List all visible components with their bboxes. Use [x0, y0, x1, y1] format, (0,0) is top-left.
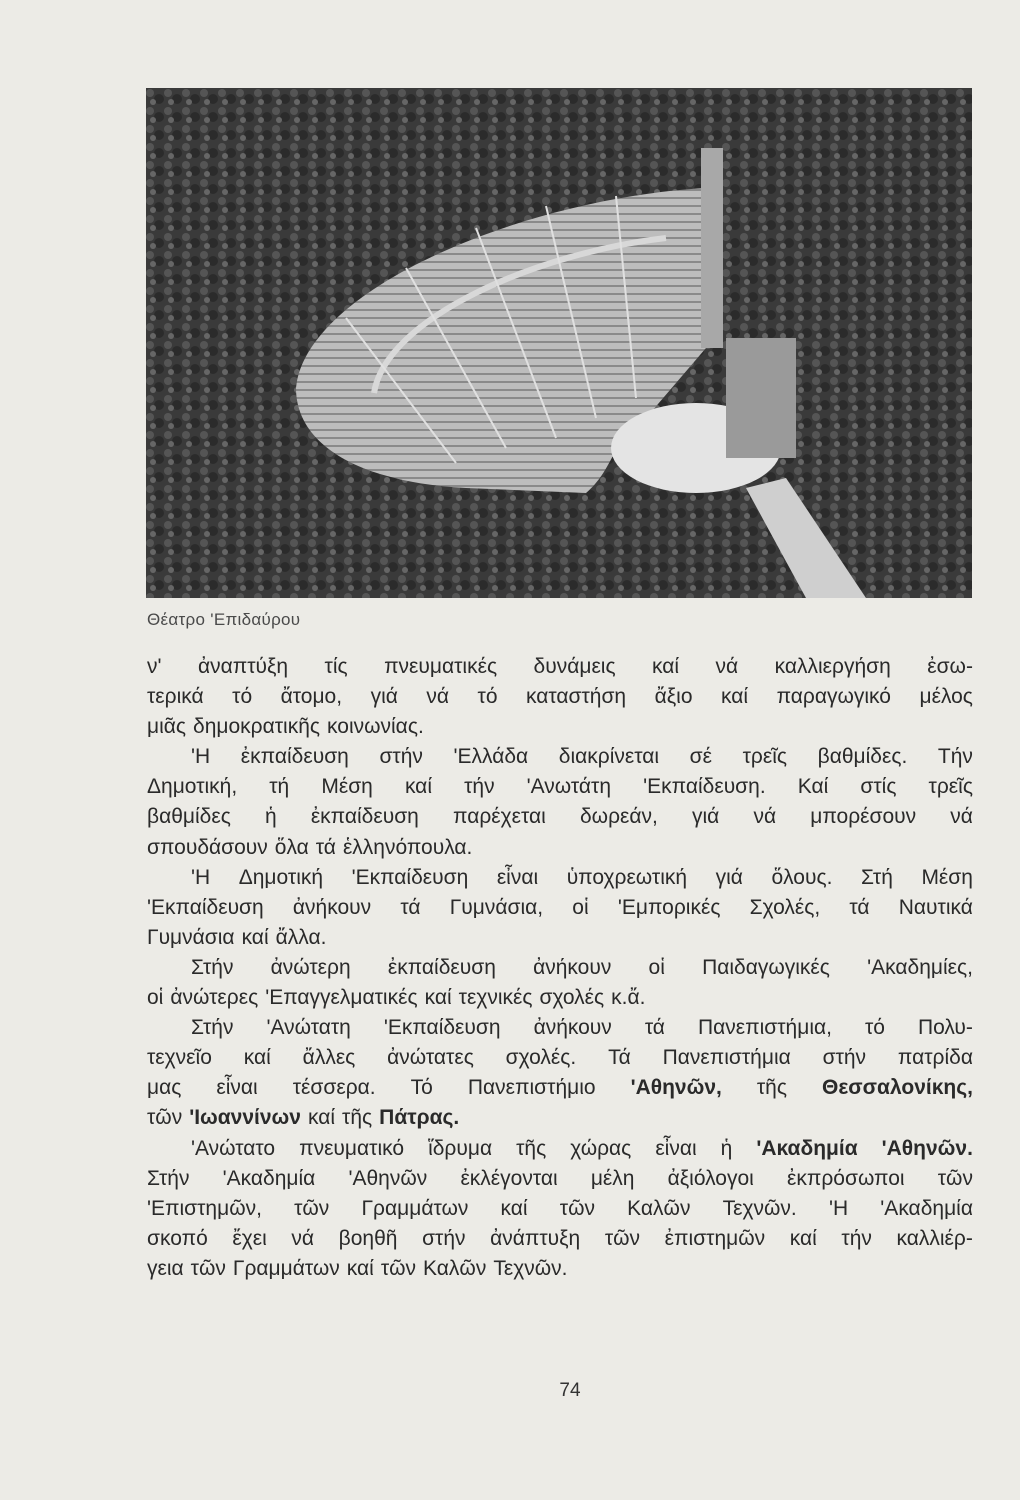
text-line	[147, 802, 973, 832]
word: Πολυ-	[917, 1016, 973, 1040]
word: ἀνήκουν	[292, 895, 372, 919]
word: τῶν	[559, 1196, 595, 1220]
body-text	[147, 652, 973, 1284]
word: διακρίνεται	[558, 745, 660, 769]
word: Πανεπιστήμια	[662, 1046, 791, 1070]
word: 'Ανώτατο	[191, 1136, 276, 1160]
word: τῆς	[342, 1106, 373, 1130]
word: 'Εκπαίδευση.	[643, 775, 766, 799]
word: 'Ακαδημία	[880, 1196, 973, 1220]
word: Σχολές,	[749, 895, 821, 919]
word: Θεσσαλονίκης,	[822, 1076, 973, 1100]
word: Στή	[860, 865, 893, 889]
word: Στήν	[191, 1016, 234, 1040]
text-line	[147, 1254, 973, 1284]
word: ἄλλα.	[275, 925, 327, 949]
word: καί	[424, 986, 452, 1010]
word: ἐκπαίδευση	[240, 745, 349, 769]
word: ἀνήκουν	[533, 955, 612, 979]
word: ὅλα	[274, 835, 309, 859]
word: ἐκπαίδευση	[387, 955, 496, 979]
word: Δημοτική,	[147, 775, 238, 799]
word: τῶν	[294, 1196, 330, 1220]
word: σπουδάσουν	[147, 835, 268, 859]
photo-caption: Θέατρο 'Επιδαύρου	[147, 610, 301, 629]
word: ἀνώτερη	[270, 955, 351, 979]
word: τερικά	[147, 685, 204, 709]
word: 'Εμπορικές	[617, 895, 721, 919]
word: τά	[644, 1016, 665, 1040]
word: ἡ	[720, 1136, 733, 1160]
text-line	[147, 682, 973, 712]
word: καί	[307, 1106, 336, 1130]
word: στήν	[822, 1046, 867, 1070]
word: χώρας	[570, 1136, 632, 1160]
word: δωρεάν,	[579, 805, 658, 829]
word: Γραμμάτων	[232, 1256, 340, 1280]
word: γιά	[692, 805, 720, 829]
word: νά	[715, 655, 739, 678]
word: οἱ	[147, 986, 164, 1010]
word: νά	[753, 805, 777, 829]
text-line	[147, 1164, 973, 1194]
text-line	[147, 772, 973, 802]
word: νά	[291, 1226, 315, 1250]
word: τό	[477, 685, 498, 709]
word: Στήν	[147, 1166, 190, 1190]
word: Δημοτική	[238, 865, 324, 889]
word: τρεῖς	[928, 775, 973, 799]
word: καί	[789, 1226, 817, 1250]
word: καί	[243, 1046, 271, 1070]
word: 'Ακαδημίες,	[867, 955, 973, 979]
word: ἀνώτατες	[387, 1046, 474, 1070]
word: γιά	[370, 685, 398, 709]
word: τέσσερα.	[292, 1076, 376, 1100]
text-line	[147, 953, 973, 983]
word: 'Επιστημῶν,	[147, 1196, 262, 1220]
text-line	[147, 1134, 973, 1164]
text-line	[147, 1224, 973, 1254]
word: 'Αθηνῶν	[348, 1166, 428, 1190]
word: μπορέσουν	[810, 805, 917, 829]
text-line	[147, 742, 973, 772]
word: 'Η	[191, 745, 211, 769]
text-line	[147, 712, 973, 742]
word: ἐκλέγονται	[460, 1166, 558, 1190]
word: 'Ακαδημία	[756, 1136, 858, 1160]
word: Στήν	[191, 955, 234, 979]
word: εἶναι	[496, 865, 539, 889]
word: καλλιεργήση	[774, 655, 891, 678]
word: Καλῶν	[423, 1256, 487, 1280]
text-line	[147, 863, 973, 893]
word: βοηθῆ	[338, 1226, 398, 1250]
word: Γυμνάσια,	[449, 895, 544, 919]
text-line	[147, 923, 973, 953]
word: παρέχεται	[453, 805, 546, 829]
word: τή	[269, 775, 290, 799]
word: Πάτρας.	[379, 1106, 460, 1130]
word: 'Ιωαννίνων	[189, 1106, 301, 1130]
word: 'Η	[828, 1196, 849, 1220]
word: σέ	[689, 745, 712, 769]
word: ἵδρυμα	[428, 1136, 493, 1160]
text-line	[147, 1073, 973, 1103]
word: ἀναπτύξη	[197, 655, 289, 678]
skene-ruins	[726, 338, 796, 458]
word: καλλιέρ-	[896, 1226, 973, 1250]
word: Ναυτικά	[898, 895, 973, 919]
word: νά	[950, 805, 973, 829]
word: γεια	[147, 1256, 184, 1280]
word: τῶν	[190, 1256, 226, 1280]
word: νά	[426, 685, 450, 709]
word: Τήν	[937, 745, 973, 769]
word: τά	[315, 835, 336, 859]
word: τῆς	[516, 1136, 547, 1160]
word: στίς	[860, 775, 897, 799]
word: 'Επαγγελματικές	[265, 986, 418, 1010]
word: μας	[147, 1076, 182, 1100]
word: ν'	[147, 655, 162, 678]
word: Μέση	[921, 865, 973, 889]
text-line	[147, 652, 973, 682]
word: πατρίδα	[897, 1046, 973, 1070]
word: ἐπιστημῶν	[664, 1226, 766, 1250]
word: Πανεπιστήμιο	[467, 1076, 596, 1100]
epidaurus-theatre-photo	[146, 88, 972, 598]
word: τά	[849, 895, 870, 919]
word: δημοκρατικῆς	[193, 715, 321, 739]
word: σχολές.	[505, 1046, 577, 1070]
word: τίς	[324, 655, 348, 678]
word: εἶναι	[655, 1136, 697, 1160]
word: τό	[864, 1016, 885, 1040]
word: εἶναι	[216, 1076, 258, 1100]
word: τῶν	[147, 1106, 183, 1130]
word: 'Αθηνῶν,	[630, 1076, 722, 1100]
parodos-wall	[701, 148, 723, 348]
word: ἀξιόλογοι	[667, 1166, 754, 1190]
word: Πανεπιστήμια,	[697, 1016, 832, 1040]
word: ἄλλες	[302, 1046, 356, 1070]
word: ἐκπρόσωποι	[787, 1166, 905, 1190]
word: Παιδαγωγικές	[702, 955, 830, 979]
word: 'Αθηνῶν.	[881, 1136, 973, 1160]
word: στήν	[379, 745, 423, 769]
word: ἀνάπτυξη	[490, 1226, 581, 1250]
text-line	[147, 1043, 973, 1073]
text-line	[147, 833, 973, 863]
word: τρεῖς	[742, 745, 787, 769]
word: ἀνήκουν	[533, 1016, 612, 1040]
word: πνευματικό	[299, 1136, 405, 1160]
word: ἐκπαίδευση	[310, 805, 419, 829]
word: ἡ	[264, 805, 277, 829]
word: 'Η	[191, 865, 211, 889]
word: ἔχει	[232, 1226, 267, 1250]
word: καί	[241, 925, 269, 949]
word: ἑλληνόπουλα.	[342, 835, 473, 859]
text-line	[147, 893, 973, 923]
word: σχολές	[539, 986, 605, 1010]
word: Μέση	[321, 775, 373, 799]
word: Γραμμάτων	[361, 1196, 469, 1220]
word: τῆς	[756, 1076, 787, 1100]
word: τῶν	[604, 1226, 641, 1250]
text-line	[147, 1103, 973, 1133]
word: καταστήση	[526, 685, 627, 709]
word: Τεχνῶν.	[722, 1196, 797, 1220]
word: ὑποχρεωτική	[566, 865, 688, 889]
word: γιά	[715, 865, 743, 889]
word: ἄτομο,	[280, 685, 343, 709]
word: οἱ	[572, 895, 589, 919]
word: ἄξιο	[654, 685, 693, 709]
word: τῶν	[937, 1166, 973, 1190]
word: τά	[400, 895, 421, 919]
word: καί	[346, 1256, 374, 1280]
word: παραγωγικό	[776, 685, 891, 709]
word: Τεχνῶν.	[493, 1256, 568, 1280]
word: βαθμίδες.	[817, 745, 908, 769]
word: ἐσω-	[927, 655, 973, 678]
word: μέλη	[590, 1166, 635, 1190]
word: δυνάμεις	[533, 655, 616, 678]
word: μιᾶς	[147, 715, 187, 739]
word: Τό	[410, 1076, 433, 1100]
word: 'Ελλάδα	[453, 745, 529, 769]
word: καί	[721, 685, 749, 709]
word: τήν	[841, 1226, 872, 1250]
word: καί	[404, 775, 432, 799]
word: κ.ἄ.	[611, 986, 646, 1010]
word: 'Εκπαίδευση	[383, 1016, 501, 1040]
word: μέλος	[919, 685, 973, 709]
page-number: 74	[559, 1380, 581, 1401]
word: στήν	[422, 1226, 466, 1250]
word: Τά	[608, 1046, 631, 1070]
word: 'Εκπαίδευση	[147, 895, 264, 919]
text-line	[147, 1194, 973, 1224]
word: βαθμίδες	[147, 805, 231, 829]
word: Γυμνάσια	[147, 925, 235, 949]
word: καί	[500, 1196, 528, 1220]
text-line	[147, 983, 973, 1013]
word: τήν	[464, 775, 495, 799]
word: τό	[232, 685, 253, 709]
word: Καλῶν	[627, 1196, 691, 1220]
text-line	[147, 1013, 973, 1043]
word: 'Ακαδημία	[222, 1166, 316, 1190]
word: καί	[652, 655, 680, 678]
word: ὅλους.	[771, 865, 833, 889]
word: 'Εκπαίδευση	[351, 865, 469, 889]
word: Καί	[797, 775, 829, 799]
word: 'Ανωτάτη	[526, 775, 612, 799]
word: τεχνεῖο	[147, 1046, 212, 1070]
word: ἀνώτερες	[170, 986, 259, 1010]
word: οἱ	[648, 955, 665, 979]
word: πνευματικές	[384, 655, 498, 678]
word: σκοπό	[147, 1226, 208, 1250]
word: τεχνικές	[458, 986, 533, 1010]
word: κοινωνίας.	[327, 715, 424, 739]
word: τῶν	[380, 1256, 417, 1280]
word: 'Ανώτατη	[266, 1016, 351, 1040]
